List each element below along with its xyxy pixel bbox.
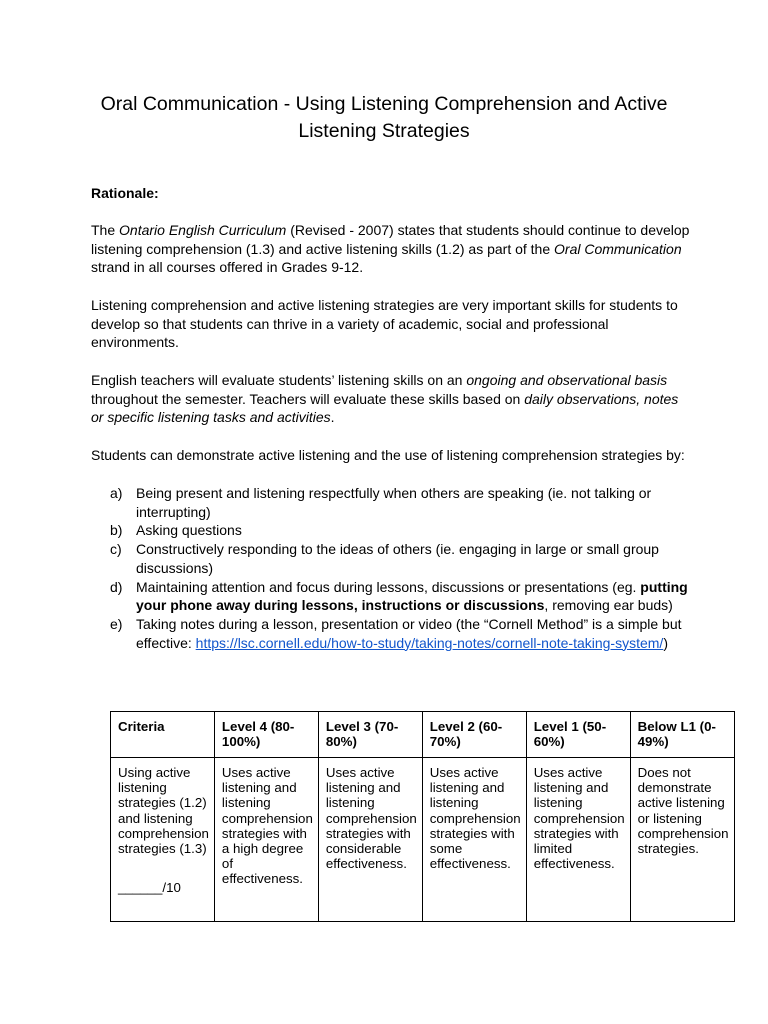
paragraph-curriculum bbox=[91, 221, 691, 277]
italic-text: Ontario English Curriculum bbox=[119, 222, 287, 238]
italic-text: daily observations, notes or specific listening tasks and activities bbox=[91, 390, 679, 426]
list-item bbox=[110, 521, 700, 540]
cell-level-2: Uses active listening and listening comprehension strategies with some effectiveness. bbox=[422, 758, 526, 922]
table-row bbox=[111, 758, 735, 922]
paragraph-list-intro: Students can demonstrate active listening and the use of listening comprehension strategies by: bbox=[91, 447, 685, 463]
criteria-text: Using active listening strategies (1.2) and listening comprehension strategies (1.3) bbox=[118, 765, 209, 857]
list-item bbox=[110, 615, 700, 652]
cornell-method-link[interactable]: https://lsc.cornell.edu/how-to-study/taking-notes/cornell-note-taking-system/ bbox=[195, 634, 664, 651]
header-below-l1: Below L1 (0-49%) bbox=[630, 712, 734, 758]
page-title-line-2: Listening Strategies bbox=[298, 120, 470, 142]
cell-level-4: Uses active listening and listening comprehension strategies with a high degree of effectiveness. bbox=[214, 758, 318, 922]
text: English teachers will evaluate students’ listening skills on an bbox=[91, 372, 467, 388]
strategy-list bbox=[110, 484, 700, 652]
list-item-text: Asking questions bbox=[136, 522, 242, 539]
bold-text: putting your phone away during lessons, instructions or discussions bbox=[136, 578, 688, 614]
cell-criteria bbox=[111, 758, 215, 922]
list-item-text: Being present and listening respectfully when others are speaking (ie. not talking or interrupting) bbox=[136, 485, 652, 520]
header-level-3: Level 3 (70-80%) bbox=[318, 712, 422, 758]
text: The bbox=[91, 222, 120, 238]
cell-level-1: Uses active listening and listening comprehension strategies with limited effectiveness. bbox=[526, 758, 630, 922]
text: throughout the semester. Teachers will evaluate these skills based on bbox=[91, 390, 525, 407]
text: . bbox=[330, 409, 335, 426]
cell-below-l1: Does not demonstrate active listening or listening comprehension strategies. bbox=[630, 758, 734, 922]
list-marker: a) bbox=[110, 485, 123, 501]
list-item-text: Maintaining attention and focus during lessons, discussions or presentations (eg. bbox=[136, 578, 641, 595]
list-item bbox=[110, 540, 700, 577]
list-item-text: Taking notes during a lesson, presentation or video (the “Cornell Method” is a simple but effective: bbox=[136, 615, 682, 651]
list-item-text: Constructively responding to the ideas of others (ie. engaging in large or small group discussions) bbox=[136, 541, 659, 576]
table-header-row bbox=[111, 712, 735, 758]
header-criteria: Criteria bbox=[111, 712, 215, 758]
list-marker: e) bbox=[110, 615, 123, 632]
list-item-text: , removing ear buds) bbox=[544, 597, 673, 614]
page-title bbox=[60, 91, 708, 145]
header-level-2: Level 2 (60-70%) bbox=[422, 712, 526, 758]
paragraph-importance: Listening comprehension and active listening strategies are very important skills for students to develop so that students can thrive in a variety of academic, social and professional environments. bbox=[91, 297, 678, 351]
score-blank: ______/10 bbox=[118, 880, 181, 896]
italic-text: ongoing and observational basis bbox=[466, 372, 668, 388]
list-item bbox=[110, 578, 700, 615]
italic-text: Oral Communication bbox=[554, 240, 682, 257]
list-item bbox=[110, 484, 700, 521]
header-level-4: Level 4 (80-100%) bbox=[214, 712, 318, 758]
paragraph-evaluation bbox=[91, 371, 691, 427]
text: (Revised - 2007) states that students should continue to develop listening comprehension (1.3) and active listening skills (1.2) as part of the bbox=[91, 222, 690, 257]
text: strand in all courses offered in Grades 9-12. bbox=[91, 259, 364, 276]
header-level-1: Level 1 (50-60%) bbox=[526, 712, 630, 758]
rubric-table bbox=[110, 711, 735, 922]
list-item-text: ) bbox=[663, 634, 668, 651]
cell-level-3: Uses active listening and listening comprehension strategies with considerable effectiveness. bbox=[318, 758, 422, 922]
list-marker: b) bbox=[110, 522, 123, 539]
list-marker: d) bbox=[110, 578, 123, 595]
list-marker: c) bbox=[110, 541, 122, 558]
rationale-heading: Rationale: bbox=[91, 185, 159, 201]
page-title-line-1: Oral Communication - Using Listening Comprehension and Active bbox=[100, 93, 668, 115]
